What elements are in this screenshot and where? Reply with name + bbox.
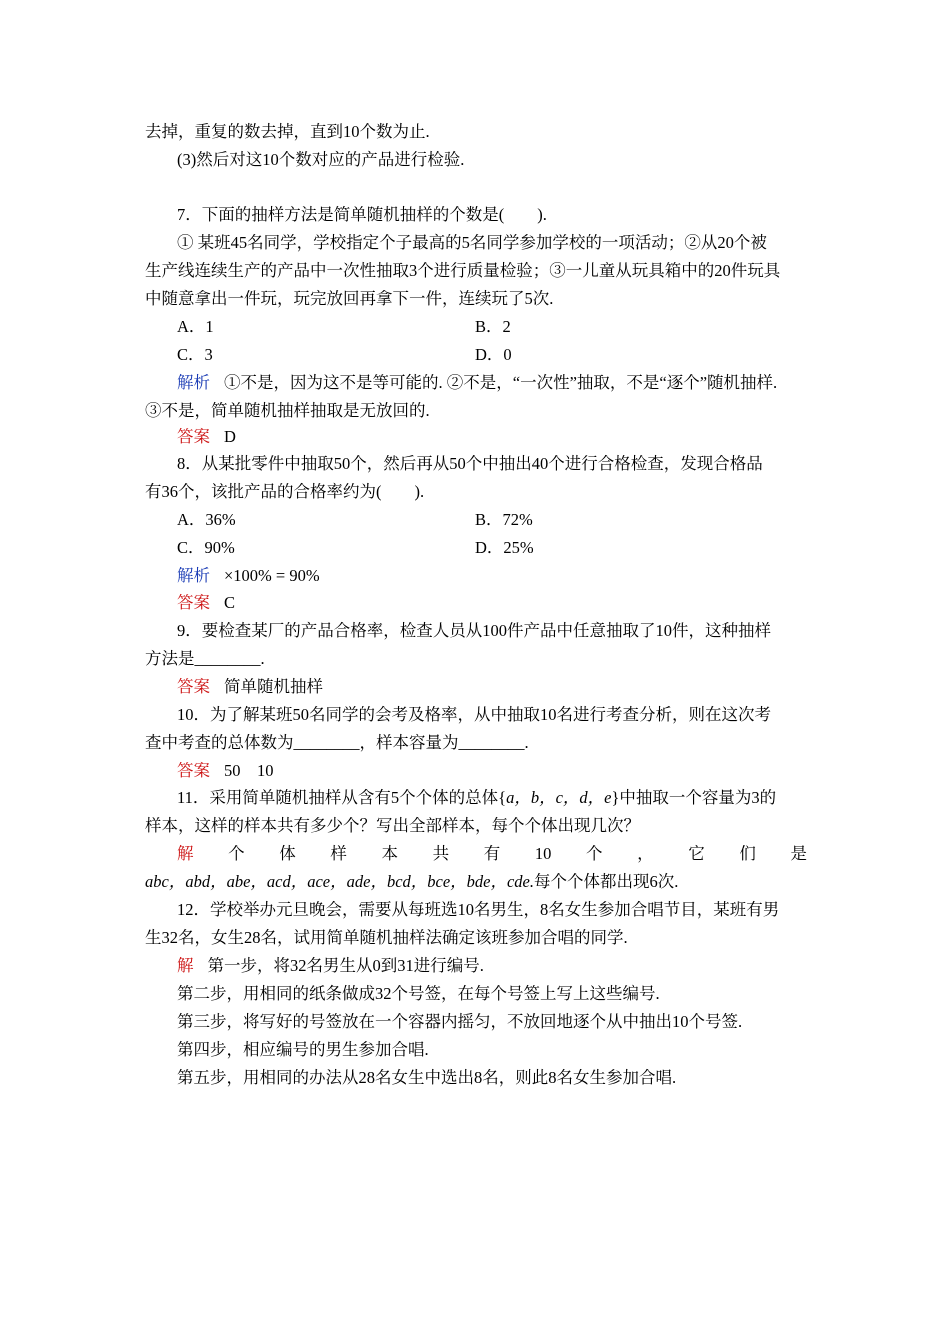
q10-stem: 10．为了解某班50名同学的会考及格率，从中抽取10名进行考查分析，则在这次考 [177, 705, 771, 724]
q7-analysis [177, 372, 807, 394]
analysis-text: ①不是，因为这不是等可能的. ②不是，“一次性”抽取，不是“逐个”随机抽样. [224, 373, 778, 392]
q12-step [177, 955, 807, 977]
analysis-text: ×100% = 90% [224, 566, 320, 585]
q12-step: 第四步，相应编号的男生参加合唱. [177, 1040, 429, 1059]
q11-stem-part: }中抽取一个容量为3的 [611, 788, 777, 807]
step-text: 第一步，将32名男生从0到31进行编号. [207, 956, 484, 975]
q10-stem-cont: 查中考查的总体数为________，样本容量为________. [145, 733, 529, 752]
q11-stem [177, 787, 807, 809]
q10-answer [177, 760, 807, 782]
solution-word: 10 [534, 844, 552, 863]
q11-solution-spread [177, 843, 807, 865]
q7-option-d: D．0 [475, 345, 512, 364]
q8-analysis [177, 565, 807, 587]
q7-line: ① 某班45名同学，学校指定个子最高的5名同学参加学校的一项活动；②从20个被 [177, 233, 767, 252]
q7-option-c: C．3 [177, 345, 213, 364]
q11-samples [145, 871, 807, 893]
solution-word: 体 [279, 844, 296, 863]
solution-word: 它 [688, 844, 705, 863]
answer-label: 答案 [177, 761, 210, 780]
q8-option-c: C．90% [177, 538, 235, 557]
analysis-label: 解析 [177, 373, 210, 392]
q8-options-row [177, 537, 807, 559]
answer-label: 答案 [177, 677, 210, 696]
analysis-label: 解析 [177, 566, 210, 585]
solution-label: 解 [177, 844, 194, 863]
solution-word: 个 [586, 844, 603, 863]
solution-word: ， [637, 844, 654, 863]
q8-stem: 8．从某批零件中抽取50个，然后再从50个中抽出40个进行合格检查，发现合格品 [177, 454, 763, 473]
q8-options-row [177, 509, 807, 531]
q12-stem: 12．学校举办元旦晚会，需要从每班选10名男生，8名女生参加合唱节目，某班有男 [177, 900, 780, 919]
paragraph-line: (3)然后对这10个数对应的产品进行检验. [177, 150, 465, 169]
solution-word: 有 [483, 844, 501, 863]
answer-text: D [224, 427, 236, 446]
q12-step: 第二步，用相同的纸条做成32个号签，在每个号签上写上这些编号. [177, 984, 660, 1003]
q11-set-elements: a，b，c，d，e [506, 788, 612, 807]
q11-stem-part: 11．采用简单随机抽样从含有5个个体的总体{ [177, 788, 507, 807]
q7-analysis-cont: ③不是，简单随机抽样抽取是无放回的. [145, 401, 430, 420]
q7-line: 生产线连续生产的产品中一次性抽取3个进行质量检验；③一儿童从玩具箱中的20件玩具 [145, 261, 781, 280]
solution-word: 共 [432, 844, 450, 863]
q7-options-row [177, 344, 807, 366]
q11-solution [177, 843, 807, 865]
q7-answer [177, 426, 807, 448]
solution-word: 本 [381, 844, 398, 863]
q9-answer [177, 676, 807, 698]
solution-word: 样 [330, 844, 347, 863]
answer-text: 50 10 [224, 761, 274, 780]
q11-sample-list: abc，abd，abe，acd，ace，ade，bcd，bce，bde，cde. [145, 872, 535, 891]
q8-answer [177, 592, 807, 614]
q9-stem-cont: 方法是________. [145, 649, 265, 668]
answer-label: 答案 [177, 427, 210, 446]
q7-stem: 7．下面的抽样方法是简单随机抽样的个数是( ). [177, 205, 547, 224]
solution-word: 个 [228, 844, 245, 863]
q7-line: 中随意拿出一件玩，玩完放回再拿下一件，连续玩了5次. [145, 289, 554, 308]
q7-options-row [177, 316, 807, 338]
solution-word: 们 [739, 844, 756, 863]
q12-step: 第三步，将写好的号签放在一个容器内摇匀，不放回地逐个从中抽出10个号签. [177, 1012, 743, 1031]
solution-label: 解 [177, 956, 194, 975]
q11-sample-tail: 每个个体都出现6次. [534, 872, 679, 891]
q12-stem-cont: 生32名，女生28名，试用简单随机抽样法确定该班参加合唱的同学. [145, 928, 628, 947]
answer-text: 简单随机抽样 [224, 677, 323, 696]
answer-label: 答案 [177, 593, 210, 612]
solution-word: 是 [790, 844, 807, 863]
q8-option-d: D．25% [475, 538, 534, 557]
q8-option-a: A．36% [177, 510, 236, 529]
paragraph-line: 去掉，重复的数去掉，直到10个数为止. [145, 122, 430, 141]
q8-option-b: B．72% [475, 510, 533, 529]
q11-stem-cont: 样本，这样的样本共有多少个？写出全部样本，每个个体出现几次？ [145, 816, 640, 835]
q12-step: 第五步，用相同的办法从28名女生中选出8名，则此8名女生参加合唱. [177, 1068, 677, 1087]
answer-text: C [224, 593, 236, 612]
q9-stem: 9．要检查某厂的产品合格率，检查人员从100件产品中任意抽取了10件，这种抽样 [177, 621, 771, 640]
q7-option-b: B．2 [475, 317, 511, 336]
q7-option-a: A．1 [177, 317, 214, 336]
q8-stem-cont: 有36个，该批产品的合格率约为( ). [145, 482, 425, 501]
